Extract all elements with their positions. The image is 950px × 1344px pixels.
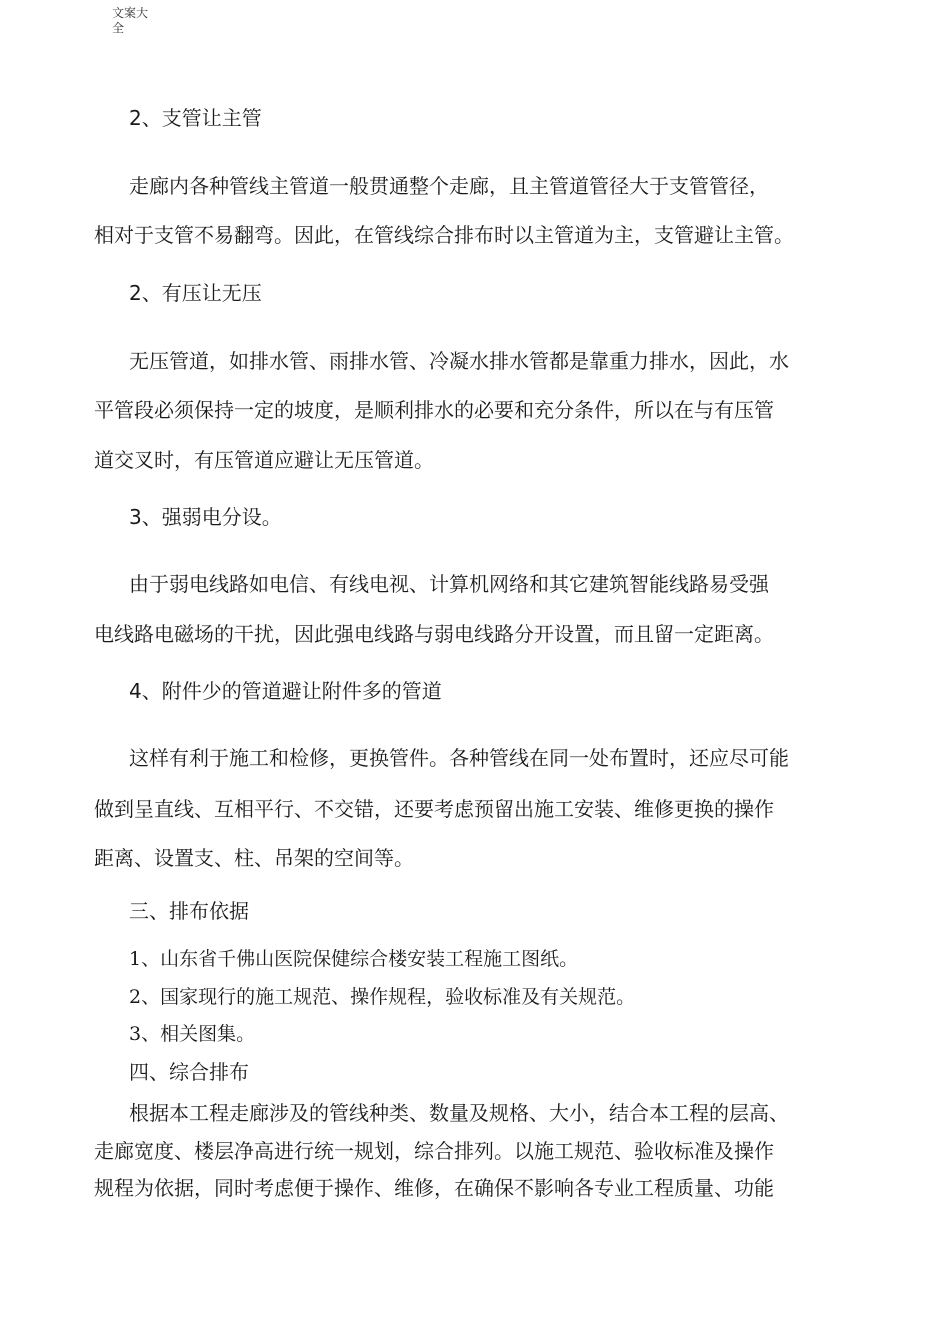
section-heading-fittings-yield: 4、附件少的管道避让附件多的管道: [129, 679, 442, 703]
basis-list-item: 2、国家现行的施工规范、操作规程，验收标准及有关规范。: [129, 986, 636, 1008]
section-heading-basis: 三、排布依据: [129, 899, 249, 923]
paragraph-line: 由于弱电线路如电信、有线电视、计算机网络和其它建筑智能线路易受强: [129, 572, 769, 596]
header-watermark-text: 文案大全: [112, 6, 149, 35]
paragraph-line: 距离、设置支、柱、吊架的空间等。: [94, 846, 414, 870]
paragraph-line: 这样有利于施工和检修，更换管件。各种管线在同一处布置时，还应尽可能: [129, 746, 789, 770]
section-heading-branch-yield-main: 2、支管让主管: [129, 106, 262, 130]
paragraph-line: 规程为依据，同时考虑便于操作、维修，在确保不影响各专业工程质量、功能: [94, 1176, 774, 1200]
paragraph-line: 无压管道，如排水管、雨排水管、冷凝水排水管都是靠重力排水，因此，水: [129, 349, 789, 373]
paragraph-line: 道交叉时，有压管道应避让无压管道。: [94, 448, 434, 472]
paragraph-line: 走廊宽度、楼层净高进行统一规划，综合排列。以施工规范、验收标准及操作: [94, 1139, 774, 1163]
section-heading-pressure-yield: 2、有压让无压: [129, 281, 262, 305]
section-heading-layout: 四、综合排布: [129, 1060, 249, 1084]
section-heading-power-separation: 3、强弱电分设。: [129, 505, 282, 529]
basis-list-item: 3、相关图集。: [129, 1023, 256, 1045]
paragraph-line: 平管段必须保持一定的坡度，是顺利排水的必要和充分条件，所以在与有压管: [94, 398, 774, 422]
paragraph-line: 根据本工程走廊涉及的管线种类、数量及规格、大小，结合本工程的层高、: [129, 1101, 789, 1125]
basis-list-item: 1、山东省千佛山医院保健综合楼安装工程施工图纸。: [129, 948, 579, 970]
paragraph-line: 走廊内各种管线主管道一般贯通整个走廊，且主管道管径大于支管管径，: [129, 174, 769, 198]
paragraph-line: 电线路电磁场的干扰，因此强电线路与弱电线路分开设置，而且留一定距离。: [94, 622, 774, 646]
paragraph-line: 做到呈直线、互相平行、不交错，还要考虑预留出施工安装、维修更换的操作: [94, 797, 774, 821]
paragraph-line: 相对于支管不易翻弯。因此，在管线综合排布时以主管道为主，支管避让主管。: [94, 223, 794, 247]
